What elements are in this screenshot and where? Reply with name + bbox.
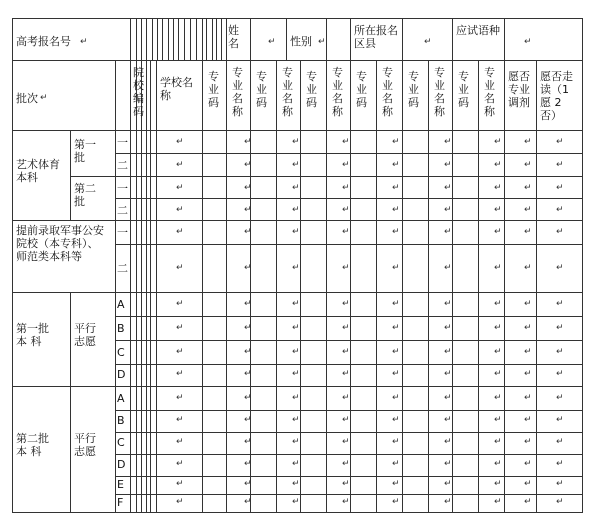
major-name-header: 专业名称 <box>382 66 393 118</box>
return-mark: ↵ <box>556 137 564 147</box>
grid-line-h <box>115 364 583 365</box>
return-mark: ↵ <box>524 263 532 273</box>
second-batch-label: 第二批本 科 <box>16 432 49 458</box>
return-mark: ↵ <box>494 415 502 425</box>
grid-line-v <box>326 18 327 61</box>
return-mark: ↵ <box>556 227 564 237</box>
return-mark: ↵ <box>244 369 252 379</box>
major-code-header: 专业码 <box>408 70 419 109</box>
return-mark: ↵ <box>342 263 350 273</box>
major-code-header: 专业码 <box>458 70 469 109</box>
grid-line-v <box>402 60 403 513</box>
return-mark: ↵ <box>342 347 350 357</box>
return-mark: ↵ <box>444 323 452 333</box>
return-mark: ↵ <box>392 369 400 379</box>
grid-line-v <box>212 18 213 61</box>
return-mark: ↵ <box>524 37 532 47</box>
return-mark: ↵ <box>292 347 300 357</box>
return-mark: ↵ <box>494 497 502 507</box>
return-mark: ↵ <box>494 227 502 237</box>
exam-no-label: 高考报名号 <box>16 35 71 48</box>
grid-line-v <box>286 18 287 61</box>
grid-line-h <box>12 386 116 387</box>
grid-line-h <box>115 220 583 221</box>
return-mark: ↵ <box>444 415 452 425</box>
return-mark: ↵ <box>556 459 564 469</box>
grid-line-v <box>146 18 147 61</box>
return-mark: ↵ <box>392 299 400 309</box>
return-mark: ↵ <box>494 137 502 147</box>
grid-line-h <box>12 18 583 19</box>
grid-line-v <box>136 18 137 61</box>
return-mark: ↵ <box>392 137 400 147</box>
return-mark: ↵ <box>392 437 400 447</box>
return-mark: ↵ <box>292 263 300 273</box>
grid-line-v <box>173 18 174 61</box>
return-mark: ↵ <box>444 205 452 215</box>
grid-line-v <box>504 60 505 513</box>
return-mark: ↵ <box>244 347 252 357</box>
grid-line-v <box>402 18 403 61</box>
region-label: 所在报名区县 <box>354 24 398 50</box>
choice-letter: B <box>117 414 125 427</box>
return-mark: ↵ <box>556 299 564 309</box>
choice-letter: B <box>117 322 125 335</box>
grid-line-v <box>70 130 71 221</box>
major-code-header: 专业码 <box>356 70 367 109</box>
return-mark: ↵ <box>524 299 532 309</box>
return-mark: ↵ <box>176 497 184 507</box>
return-mark: ↵ <box>494 347 502 357</box>
return-mark: ↵ <box>494 299 502 309</box>
return-mark: ↵ <box>342 205 350 215</box>
return-mark: ↵ <box>524 347 532 357</box>
return-mark: ↵ <box>176 227 184 237</box>
grid-line-v <box>276 60 277 513</box>
choice-letter: C <box>117 436 125 449</box>
return-mark: ↵ <box>524 160 532 170</box>
row-mark: 一 <box>117 136 128 149</box>
grid-line-h <box>115 386 583 387</box>
grid-line-v <box>350 60 351 513</box>
grid-line-h <box>115 316 583 317</box>
choice-letter: D <box>117 368 126 381</box>
return-mark: ↵ <box>444 227 452 237</box>
return-mark: ↵ <box>342 323 350 333</box>
return-mark: ↵ <box>444 299 452 309</box>
grid-line-v <box>156 60 157 513</box>
choice-letter: E <box>117 478 124 491</box>
row-mark: 二 <box>117 204 128 217</box>
return-mark: ↵ <box>494 459 502 469</box>
return-mark: ↵ <box>244 323 252 333</box>
return-mark: ↵ <box>444 347 452 357</box>
grid-line-v <box>376 60 377 513</box>
school-name-header: 学校名称 <box>160 76 193 102</box>
grid-line-h <box>115 512 583 513</box>
major-code-header: 专业码 <box>256 70 267 109</box>
grid-line-v <box>452 60 453 513</box>
return-mark: ↵ <box>176 183 184 193</box>
return-mark: ↵ <box>444 369 452 379</box>
choice-letter: F <box>117 496 124 509</box>
return-mark: ↵ <box>392 183 400 193</box>
first-batch-label: 第一批本 科 <box>16 322 49 348</box>
school-code-header: 院校编码 <box>133 66 144 118</box>
return-mark: ↵ <box>494 393 502 403</box>
grid-line-h <box>115 454 583 455</box>
return-mark: ↵ <box>244 437 252 447</box>
return-mark: ↵ <box>244 299 252 309</box>
return-mark: ↵ <box>40 93 48 103</box>
return-mark: ↵ <box>556 347 564 357</box>
return-mark: ↵ <box>556 437 564 447</box>
return-mark: ↵ <box>176 459 184 469</box>
grid-line-v <box>226 60 227 513</box>
return-mark: ↵ <box>524 137 532 147</box>
grid-line-v <box>141 18 142 61</box>
return-mark: ↵ <box>292 437 300 447</box>
return-mark: ↵ <box>176 323 184 333</box>
return-mark: ↵ <box>342 479 350 489</box>
grid-line-h <box>12 292 116 293</box>
grid-line-v <box>141 60 142 513</box>
return-mark: ↵ <box>524 415 532 425</box>
return-mark: ↵ <box>524 437 532 447</box>
grid-line-h <box>115 176 583 177</box>
return-mark: ↵ <box>524 497 532 507</box>
grid-line-v <box>221 18 222 61</box>
return-mark: ↵ <box>244 459 252 469</box>
row-mark: 一 <box>117 226 128 239</box>
return-mark: ↵ <box>244 393 252 403</box>
major-name-header: 专业名称 <box>434 66 445 118</box>
return-mark: ↵ <box>524 479 532 489</box>
return-mark: ↵ <box>494 369 502 379</box>
return-mark: ↵ <box>342 497 350 507</box>
grid-line-h <box>70 176 116 177</box>
grid-line-v <box>452 18 453 61</box>
row-mark: 二 <box>117 262 128 275</box>
return-mark: ↵ <box>292 183 300 193</box>
grid-line-v <box>162 18 163 61</box>
grid-line-h <box>115 244 583 245</box>
return-mark: ↵ <box>444 183 452 193</box>
grid-line-v <box>478 60 479 513</box>
return-mark: ↵ <box>244 205 252 215</box>
major-name-header: 专业名称 <box>484 66 495 118</box>
batch-label: 批次 <box>16 92 38 105</box>
return-mark: ↵ <box>292 497 300 507</box>
grid-line-v <box>300 60 301 513</box>
return-mark: ↵ <box>292 369 300 379</box>
return-mark: ↵ <box>342 459 350 469</box>
grid-line-v <box>536 60 537 513</box>
return-mark: ↵ <box>292 459 300 469</box>
return-mark: ↵ <box>392 479 400 489</box>
return-mark: ↵ <box>244 183 252 193</box>
grid-line-v <box>150 60 151 513</box>
return-mark: ↵ <box>342 299 350 309</box>
return-mark: ↵ <box>244 227 252 237</box>
return-mark: ↵ <box>292 393 300 403</box>
return-mark: ↵ <box>176 369 184 379</box>
return-mark: ↵ <box>292 205 300 215</box>
return-mark: ↵ <box>80 37 88 47</box>
return-mark: ↵ <box>556 393 564 403</box>
return-mark: ↵ <box>176 415 184 425</box>
return-mark: ↵ <box>524 183 532 193</box>
return-mark: ↵ <box>556 183 564 193</box>
return-mark: ↵ <box>494 160 502 170</box>
return-mark: ↵ <box>292 323 300 333</box>
grid-line-v <box>216 18 217 61</box>
return-mark: ↵ <box>292 160 300 170</box>
art-sports-label: 艺术体育本科 <box>16 158 60 184</box>
return-mark: ↵ <box>292 227 300 237</box>
return-mark: ↵ <box>444 160 452 170</box>
return-mark: ↵ <box>392 323 400 333</box>
return-mark: ↵ <box>494 263 502 273</box>
grid-line-v <box>326 60 327 513</box>
return-mark: ↵ <box>292 415 300 425</box>
grid-line-v <box>504 18 505 61</box>
return-mark: ↵ <box>392 393 400 403</box>
grid-line-h <box>115 198 583 199</box>
grid-line-v <box>190 18 191 61</box>
return-mark: ↵ <box>444 479 452 489</box>
return-mark: ↵ <box>392 415 400 425</box>
early-admission-label: 提前录取军事公安院校（本专科）、 师范类本科等 <box>16 224 104 263</box>
choice-letter: C <box>117 346 125 359</box>
return-mark: ↵ <box>176 299 184 309</box>
return-mark: ↵ <box>524 369 532 379</box>
grid-line-v <box>115 60 116 513</box>
grid-line-h <box>115 153 583 154</box>
return-mark: ↵ <box>244 160 252 170</box>
return-mark: ↵ <box>342 415 350 425</box>
return-mark: ↵ <box>176 437 184 447</box>
return-mark: ↵ <box>176 393 184 403</box>
return-mark: ↵ <box>342 227 350 237</box>
major-code-header: 专业码 <box>208 70 219 109</box>
grid-line-v <box>250 18 251 61</box>
parallel-volunteer-2-label: 平行志愿 <box>74 432 96 458</box>
grid-line-v <box>226 18 227 61</box>
return-mark: ↵ <box>292 299 300 309</box>
choice-letter: D <box>117 458 126 471</box>
return-mark: ↵ <box>244 415 252 425</box>
grid-line-h <box>115 476 583 477</box>
return-mark: ↵ <box>524 205 532 215</box>
return-mark: ↵ <box>392 263 400 273</box>
grid-line-v <box>184 18 185 61</box>
return-mark: ↵ <box>176 479 184 489</box>
return-mark: ↵ <box>244 479 252 489</box>
grid-line-h <box>115 292 583 293</box>
grid-line-v <box>206 18 207 61</box>
choice-letter: A <box>117 392 125 405</box>
art-batch-1-label: 第一批 <box>74 138 96 164</box>
grid-line-v <box>428 60 429 513</box>
grid-line-v <box>350 18 351 61</box>
return-mark: ↵ <box>556 415 564 425</box>
return-mark: ↵ <box>494 323 502 333</box>
return-mark: ↵ <box>392 497 400 507</box>
return-mark: ↵ <box>494 479 502 489</box>
grid-line-h <box>115 432 583 433</box>
return-mark: ↵ <box>244 497 252 507</box>
willing-commute-header: 愿否走读（1 愿 2 否） <box>540 70 573 122</box>
return-mark: ↵ <box>556 497 564 507</box>
return-mark: ↵ <box>556 323 564 333</box>
return-mark: ↵ <box>176 347 184 357</box>
return-mark: ↵ <box>444 263 452 273</box>
return-mark: ↵ <box>444 459 452 469</box>
grid-line-v <box>146 60 147 513</box>
grid-line-v <box>168 18 169 61</box>
name-label: 姓名 <box>228 24 239 50</box>
return-mark: ↵ <box>494 183 502 193</box>
return-mark: ↵ <box>176 137 184 147</box>
return-mark: ↵ <box>556 369 564 379</box>
accept-adjust-header: 愿否专业调剂 <box>508 70 530 109</box>
row-mark: 二 <box>117 159 128 172</box>
return-mark: ↵ <box>392 160 400 170</box>
return-mark: ↵ <box>342 137 350 147</box>
return-mark: ↵ <box>244 137 252 147</box>
return-mark: ↵ <box>342 437 350 447</box>
grid-line-v <box>202 60 203 513</box>
return-mark: ↵ <box>176 160 184 170</box>
return-mark: ↵ <box>342 393 350 403</box>
return-mark: ↵ <box>244 263 252 273</box>
return-mark: ↵ <box>444 137 452 147</box>
row-mark: 一 <box>117 182 128 195</box>
grid-line-h <box>115 410 583 411</box>
return-mark: ↵ <box>444 393 452 403</box>
return-mark: ↵ <box>524 227 532 237</box>
grid-line-h <box>115 340 583 341</box>
grid-line-v <box>136 60 137 513</box>
return-mark: ↵ <box>392 347 400 357</box>
return-mark: ↵ <box>342 183 350 193</box>
grid-line-v <box>152 18 153 61</box>
return-mark: ↵ <box>342 160 350 170</box>
grid-line-h <box>12 60 583 61</box>
grid-line-v <box>12 18 13 513</box>
exam-language-label: 应试语种 <box>456 24 500 37</box>
return-mark: ↵ <box>318 37 326 47</box>
grid-line-v <box>157 18 158 61</box>
return-mark: ↵ <box>494 437 502 447</box>
grid-line-h <box>115 130 583 131</box>
return-mark: ↵ <box>268 37 276 47</box>
grid-line-v <box>130 60 131 513</box>
return-mark: ↵ <box>424 37 432 47</box>
return-mark: ↵ <box>292 479 300 489</box>
grid-line-v <box>582 18 583 513</box>
return-mark: ↵ <box>444 437 452 447</box>
return-mark: ↵ <box>524 323 532 333</box>
return-mark: ↵ <box>392 459 400 469</box>
major-name-header: 专业名称 <box>332 66 343 118</box>
return-mark: ↵ <box>444 497 452 507</box>
return-mark: ↵ <box>556 263 564 273</box>
return-mark: ↵ <box>556 205 564 215</box>
return-mark: ↵ <box>556 160 564 170</box>
grid-line-v <box>178 18 179 61</box>
return-mark: ↵ <box>524 459 532 469</box>
major-name-header: 专业名称 <box>282 66 293 118</box>
grid-line-h <box>12 220 116 221</box>
return-mark: ↵ <box>392 227 400 237</box>
grid-line-v <box>130 18 131 61</box>
return-mark: ↵ <box>176 263 184 273</box>
major-code-header: 专业码 <box>306 70 317 109</box>
gender-label: 性别 <box>290 35 312 48</box>
choice-letter: A <box>117 298 125 311</box>
art-batch-2-label: 第二批 <box>74 182 96 208</box>
major-name-header: 专业名称 <box>232 66 243 118</box>
return-mark: ↵ <box>342 369 350 379</box>
return-mark: ↵ <box>494 205 502 215</box>
parallel-volunteer-1-label: 平行志愿 <box>74 322 96 348</box>
grid-line-h <box>115 494 583 495</box>
grid-line-v <box>196 18 197 61</box>
return-mark: ↵ <box>556 479 564 489</box>
grid-line-v <box>202 18 203 61</box>
return-mark: ↵ <box>176 205 184 215</box>
return-mark: ↵ <box>392 205 400 215</box>
return-mark: ↵ <box>292 137 300 147</box>
grid-line-v <box>70 292 71 513</box>
return-mark: ↵ <box>524 393 532 403</box>
